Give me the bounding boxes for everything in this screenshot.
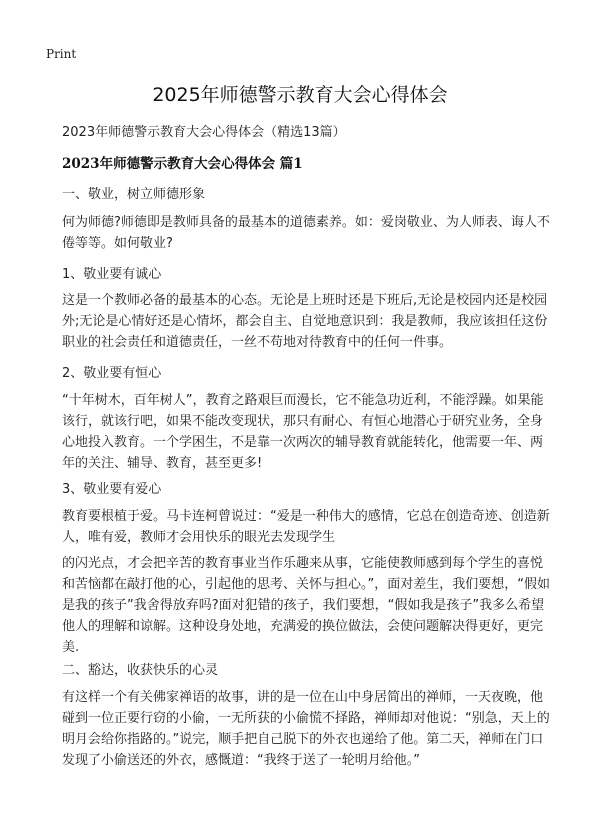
paragraph-sincerity: 这是一个教师必备的最基本的心态。无论是上班时还是下班后,无论是校园内还是校园外;无论是心情好还是心情坏，都会自主、自觉地意识到：我是教师，我应该担任这份职业的社会责任和道德责任，一丝不苟地对待教育中的任何一件事。 — [62, 293, 548, 350]
heading-dedication: 一、敬业，树立师德形象 — [62, 187, 206, 202]
paragraph-love-part1: 教育要根植于爱。马卡连柯曾说过：“爱是一种伟大的感情，它总在创造奇迹、创造新人，唯有爱，教师才会用快乐的眼光去发现学生 — [62, 509, 550, 545]
print-link[interactable]: Print — [46, 47, 77, 61]
heading-love: 3、敬业要有爱心 — [62, 482, 162, 497]
document-subtitle: 2023年师德警示教育大会心得体会（精选13篇） — [62, 125, 346, 140]
paragraph-what-is-ethics: 何为师德?师德即是教师具备的最基本的道德素养。如：爱岗敬业、为人师表、诲人不倦等等。如何敬业? — [62, 215, 550, 251]
heading-openness: 二、豁达，收获快乐的心灵 — [62, 663, 219, 678]
paragraph-love-part2: 的闪光点，才会把辛苦的教育事业当作乐趣来从事，它能使教师感到每个学生的喜悦和苦恼都在敲打他的心，引起他的思考、关怀与担心。”，面对差生，我们要想，“假如是我的孩子”我舍得放弃吗?面对犯错的孩子，我们要想，“假如我是孩子”我多么希望他人的理解和谅解。这种设身处地，充满爱的换位做法，会使问题解决得更好，更完美. — [62, 556, 550, 655]
page-title: 2025年师德警示教育大会心得体会 — [152, 84, 448, 106]
heading-sincerity: 1、敬业要有诚心 — [62, 267, 162, 282]
heading-perseverance: 2、敬业要有恒心 — [62, 366, 162, 381]
paragraph-zen-story: 有这样一个有关佛家禅语的故事，讲的是一位在山中身居简出的禅师，一天夜晚，他碰到一位正要行窃的小偷，一无所获的小偷慌不择路，禅师却对他说：“别急，天上的明月会给你指路的。”说完，顺手把自己脱下的外衣也递给了他。第二天，禅师在门口发现了小偷送还的外衣，感慨道：“我终于送了一轮明月给他。” — [62, 690, 550, 768]
section-title: 2023年师德警示教育大会心得体会 篇1 — [62, 156, 303, 172]
paragraph-perseverance: “十年树木，百年树人”，教育之路艰巨而漫长，它不能急功近利，不能浮躁。如果能该行，就该行吧，如果不能改变现状，那只有耐心、有恒心地潜心于研究业务，全身心地投入教育。一个学困生，不是靠一次两次的辅导教育就能转化，他需要一年、两年的关注、辅导、教育，甚至更多! — [62, 393, 544, 471]
